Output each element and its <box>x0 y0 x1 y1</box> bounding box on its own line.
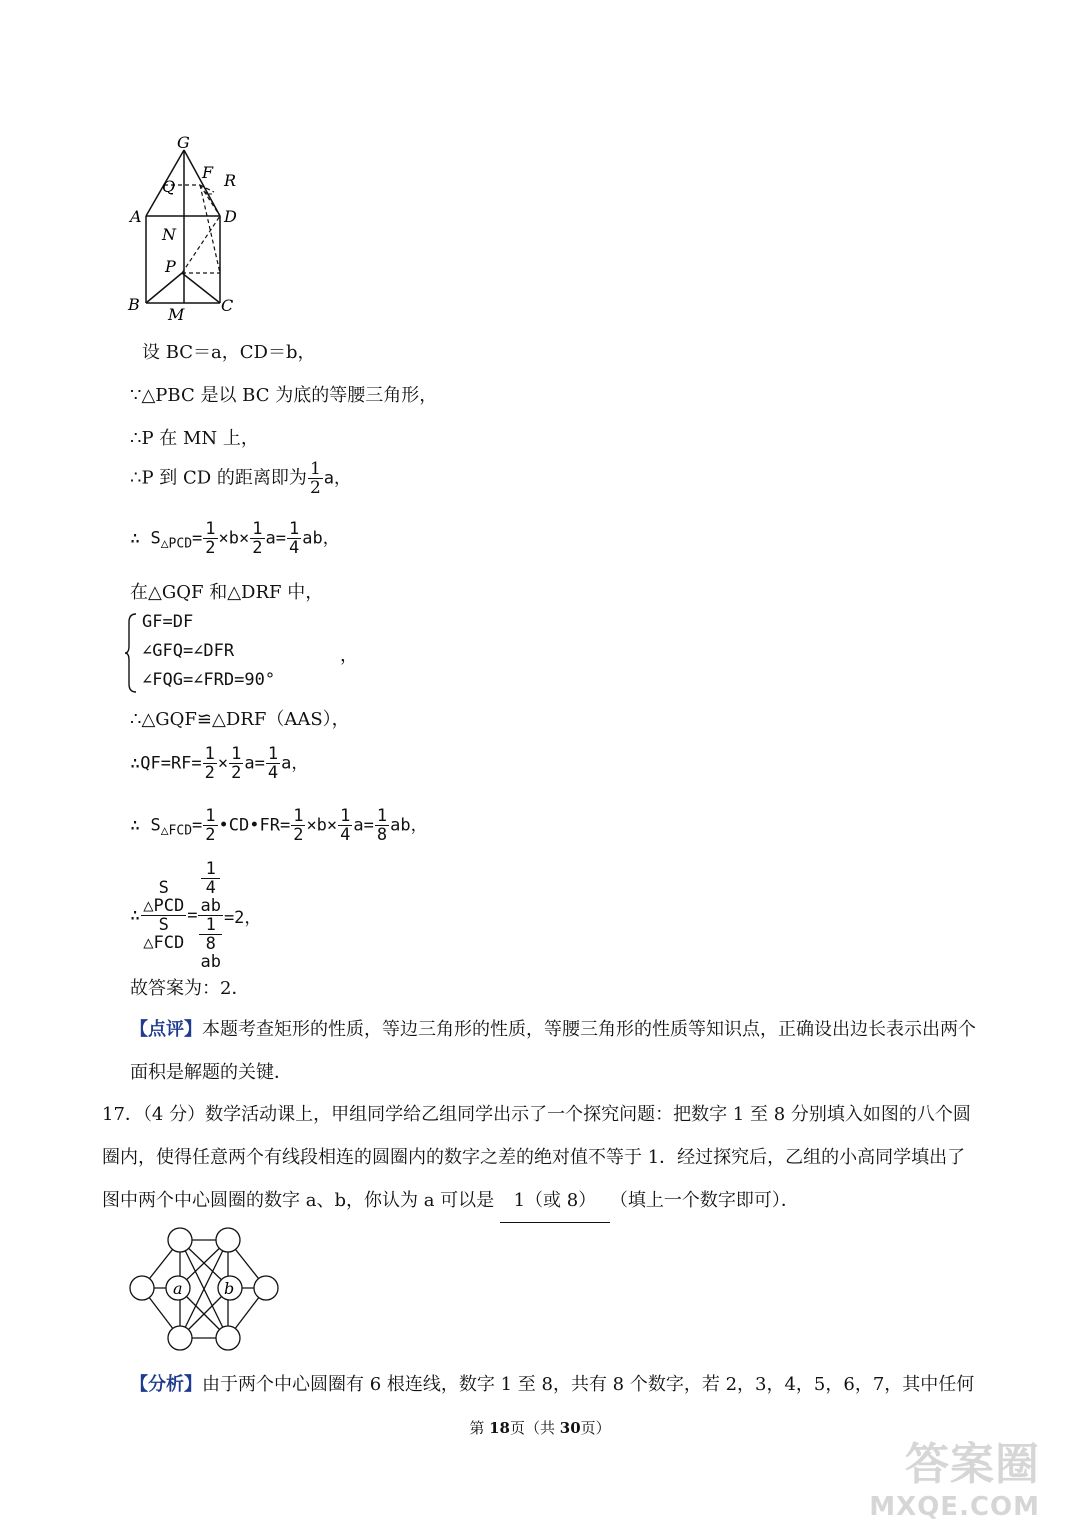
label-G: G <box>177 133 190 152</box>
label-Q: Q <box>162 177 176 196</box>
system-comma: ， <box>340 645 358 666</box>
numerator <box>141 879 186 916</box>
denominator: 4 <box>340 825 351 845</box>
watermark-logo: 答案圈 <box>905 1439 1040 1490</box>
circle-graph-figure <box>120 1220 290 1360</box>
denominator: 4 <box>288 538 300 558</box>
label-R: R <box>224 171 237 190</box>
label-A: A <box>130 207 142 226</box>
text: ∴ <box>130 905 141 926</box>
denominator: 2 <box>293 825 304 845</box>
solution-distance-line <box>130 460 351 497</box>
text: ×b× <box>306 815 338 836</box>
fraction <box>375 807 389 844</box>
denominator: 8 <box>376 825 388 845</box>
numerator: 1 <box>340 806 351 826</box>
text: S <box>158 878 169 898</box>
node-b-label: b <box>224 1279 235 1298</box>
ratio-fraction-right <box>198 860 222 971</box>
subscript: △FCD <box>143 933 185 953</box>
footer-text: 第 <box>469 1419 490 1437</box>
numerator: 1 <box>231 744 242 764</box>
fraction <box>201 860 219 897</box>
subscript: △PCD <box>160 536 193 552</box>
watermark <box>869 1428 1040 1522</box>
label-F: F <box>202 163 214 182</box>
fraction <box>203 745 217 782</box>
footer-text: 页（共 <box>509 1419 560 1437</box>
comment-text: 本题考查矩形的性质，等边三角形的性质，等腰三角形的性质等知识点，正确设出边长表示出两个面积是解题的关键． <box>130 1019 976 1083</box>
denominator: 2 <box>205 538 216 558</box>
solution-area-pcd-line <box>130 520 340 557</box>
numerator: 1 <box>201 860 219 879</box>
numerator <box>198 860 222 916</box>
ratio-fraction-left <box>141 879 186 952</box>
denominator: 2 <box>252 538 263 558</box>
numerator: 1 <box>199 916 221 935</box>
text: ab <box>200 952 221 972</box>
text: ∴ S <box>130 528 161 549</box>
label-N: N <box>162 225 176 244</box>
problem-text: 数学活动课上，甲组同学给乙组同学出示了一个探究问题：把数字 1 至 8 分别填入如图的八个圆圈内，使得任意两个有线段相连的圆圈内的数字之差的绝对值不等于 1．经过探究后，乙组的小高同学填出了图中两个中心圆圈的数字 a、b，你认为 a 可以是 <box>102 1104 971 1211</box>
text: ab， <box>302 528 340 549</box>
numerator: 1 <box>252 519 263 539</box>
analysis-line <box>130 1370 974 1396</box>
analysis-tag: 【分析】 <box>130 1374 202 1395</box>
label-M: M <box>168 305 185 324</box>
denominator: 2 <box>231 763 242 783</box>
system-eq-3: ∠FQG=∠FRD=90° <box>142 670 276 690</box>
total-pages: 30 <box>559 1419 581 1437</box>
denominator: 4 <box>205 878 216 898</box>
solution-area-fcd-line <box>130 807 428 844</box>
numerator: 1 <box>288 519 300 539</box>
numerator: 1 <box>204 744 215 764</box>
numerator: 1 <box>309 459 321 479</box>
solution-p-on-mn-line: ∴P 在 MN 上， <box>130 428 259 449</box>
text: × <box>217 753 229 774</box>
label-P: P <box>165 257 176 276</box>
numerator: 1 <box>376 806 388 826</box>
fraction <box>338 807 352 844</box>
text: •CD•FR= <box>218 815 291 836</box>
system-eq-1: GF=DF <box>142 612 194 632</box>
denominator: 8 <box>205 934 216 954</box>
text: ab， <box>390 815 428 836</box>
text: ×b× <box>218 528 250 549</box>
denominator <box>198 916 222 971</box>
text: a= <box>265 528 286 549</box>
solution-set-line: 设 BC＝a，CD＝b， <box>142 342 316 363</box>
fraction <box>203 807 217 844</box>
text: = <box>192 815 203 836</box>
fraction <box>229 745 243 782</box>
denominator: 2 <box>204 763 215 783</box>
label-B: B <box>128 295 140 314</box>
system-brace <box>124 612 138 694</box>
fraction <box>308 460 323 497</box>
node-a-label: a <box>173 1279 183 1298</box>
footer-text: 页） <box>580 1419 611 1437</box>
problem-17 <box>102 1093 980 1223</box>
watermark-url: MXQE.COM <box>869 1492 1040 1522</box>
text: = <box>192 528 203 549</box>
solution-congruent-line: ∴△GQF≌△DRF（AAS）， <box>130 709 350 730</box>
analysis-text: 由于两个中心圆圈有 6 根连线，数字 1 至 8，共有 8 个数字，若 2，3，4，5，6，7，其中任何 <box>202 1374 975 1395</box>
text: a= <box>353 815 374 836</box>
text: a= <box>244 753 265 774</box>
fraction <box>287 520 301 557</box>
fraction <box>291 807 305 844</box>
numerator: 1 <box>267 744 279 764</box>
answer-blank: 1（或 8） <box>500 1179 610 1223</box>
fraction <box>203 520 217 557</box>
subscript: △FCD <box>160 823 193 839</box>
text: S <box>158 915 169 935</box>
solution-in-triangles-line: 在△GQF 和△DRF 中， <box>130 582 324 603</box>
problem-score: （4 分） <box>142 1104 206 1125</box>
numerator: 1 <box>205 806 216 826</box>
system-eq-2: ∠GFQ=∠DFR <box>142 641 235 661</box>
page-number: 18 <box>489 1419 510 1437</box>
text: ab <box>200 896 221 916</box>
text: =2， <box>223 908 262 928</box>
denominator <box>141 916 186 952</box>
problem-number: 17． <box>102 1104 143 1125</box>
text: a， <box>323 468 352 489</box>
comment-tag: 【点评】 <box>130 1019 202 1040</box>
numerator: 1 <box>293 806 304 826</box>
text: ∴P 到 CD 的距离即为 <box>130 467 307 489</box>
denominator: 2 <box>309 478 321 498</box>
text: ∴QF=RF= <box>130 753 202 774</box>
text: ∴ S <box>130 815 161 836</box>
comment-paragraph <box>130 1008 980 1094</box>
answer-line: 故答案为：2． <box>130 978 250 999</box>
denominator: 2 <box>205 825 216 845</box>
fraction <box>250 520 264 557</box>
denominator: 4 <box>267 763 279 783</box>
geometry-figure <box>120 130 260 330</box>
solution-isosceles-line: ∵△PBC 是以 BC 为底的等腰三角形， <box>130 385 438 406</box>
solution-ratio-line: ∴ S △PCD S △FCD = 1 4 ab 1 8 ab =2， <box>130 859 262 972</box>
solution-qf-line <box>130 745 308 782</box>
fraction <box>199 916 221 953</box>
label-C: C <box>221 296 234 315</box>
label-D: D <box>224 207 237 226</box>
fraction <box>266 745 280 782</box>
subscript: △PCD <box>143 896 185 916</box>
problem-text-end: （填上一个数字即可）． <box>609 1190 799 1211</box>
numerator: 1 <box>205 519 216 539</box>
text: a， <box>281 753 309 774</box>
